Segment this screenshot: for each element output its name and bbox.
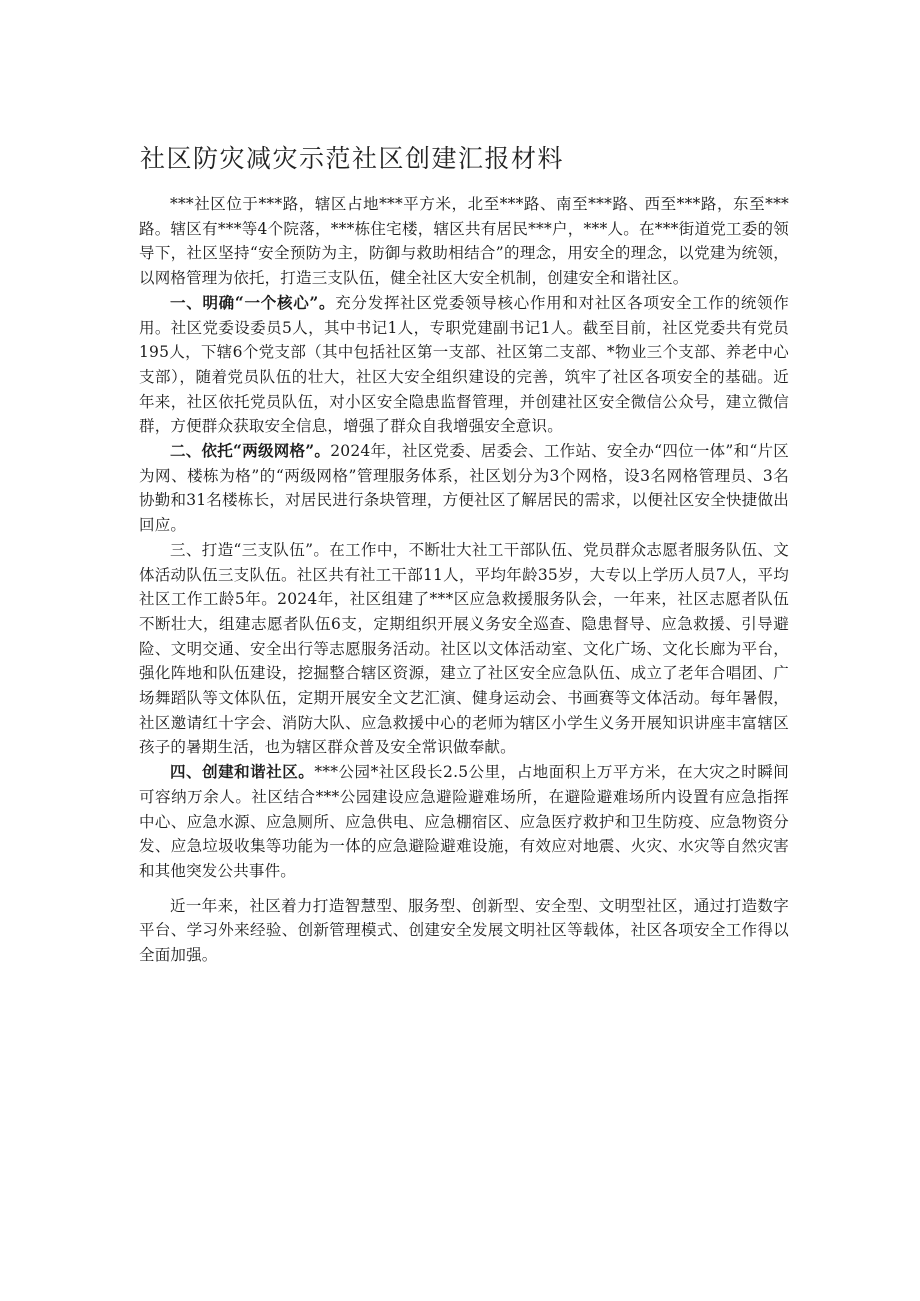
paragraph-text: ***公园*社区段长2.5公里，占地面积上万平方米，在大灾之时瞬间可容纳万余人。社区结合***公园建设应急避险避难场所，在避险避难场所内设置有应急指挥中心、应急水源、应急厕所、应急供电、应急棚宿区、应急医疗救护和卫生防疫、应急物资分发、应急垃圾收集等功能为一体的应急避险避难设施，有效应对地震、火灾、水灾等自然灾害和其他突发公共事件。 xyxy=(139,763,789,880)
paragraph-intro xyxy=(139,192,789,291)
paragraph-text: 在工作中，不断壮大社工干部队伍、党员群众志愿者服务队伍、文体活动队伍三支队伍。社区共有社工干部11人，平均年龄35岁，大专以上学历人员7人，平均社区工作工龄5年。2024年，社区组建了***区应急救援服务队会，一年来，社区志愿者队伍不断壮大，组建志愿者队伍6支，定期组织开展义务安全巡查、隐患督导、应急救援、引导避险、文明交通、安全出行等志愿服务活动。社区以文体活动室、文化广场、文化长廊为平台，强化阵地和队伍建设，挖掘整合辖区资源，建立了社区安全应急队伍、成立了老年合唱团、广场舞蹈队等文体队伍，定期开展安全文艺汇演、健身运动会、书画赛等文体活动。每年暑假，社区邀请红十字会、消防大队、应急救援中心的老师为辖区小学生义务开展知识讲座丰富辖区孩子的暑期生活，也为辖区群众普及安全常识做奉献。 xyxy=(139,540,789,757)
paragraph-section-1 xyxy=(139,291,789,439)
section-heading: 四、创建和谐社区。 xyxy=(170,762,315,782)
paragraph-section-4 xyxy=(139,760,789,884)
section-heading: 一、明确“一个核心”。 xyxy=(170,292,336,312)
paragraph-section-2 xyxy=(139,439,789,538)
paragraph-text: 2024年，社区党委、居委会、工作站、安全办“四位一体”和“片区为网、楼栋为格”的“两级网格”管理服务体系，社区划分为3个网格，设3名网格管理员、3名协勤和31名楼栋长，对居民进行条块管理，方便社区了解居民的需求，以便社区安全快捷做出回应。 xyxy=(139,442,789,535)
paragraph-text: 近一年来，社区着力打造智慧型、服务型、创新型、安全型、文明型社区，通过打造数字平台、学习外来经验、创新管理模式、创建安全发展文明社区等载体，社区各项安全工作得以全面加强。 xyxy=(139,896,789,965)
paragraph-text: ***社区位于***路，辖区占地***平方米，北至***路、南至***路、西至***路，东至***路。辖区有***等4个院落，***栋住宅楼，辖区共有居民***户，***人。在***街道党工委的领导下，社区坚持“安全预防为主，防御与救助相结合”的理念，用安全的理念，以党建为统领，以网格管理为依托，打造三支队伍，健全社区大安全机制，创建安全和谐社区。 xyxy=(139,195,789,288)
paragraph-conclusion xyxy=(139,894,789,968)
paragraph-text: 充分发挥社区党委领导核心作用和对社区各项安全工作的统领作用。社区党委设委员5人，其中书记1人，专职党建副书记1人。截至目前，社区党委共有党员195人，下辖6个党支部（其中包括社区第一支部、社区第二支部、*物业三个支部、养老中心支部），随着党员队伍的壮大，社区大安全组织建设的完善，筑牢了社区各项安全的基础。近年来，社区依托党员队伍，对小区安全隐患监督管理，并创建社区安全微信公众号，建立微信群，方便群众获取安全信息，增强了群众自我增强安全意识。 xyxy=(139,293,789,436)
document-body xyxy=(139,192,789,968)
section-heading: 三、打造“三支队伍”。 xyxy=(170,540,330,559)
document-title: 社区防灾减灾示范社区创建汇报材料 xyxy=(140,144,565,173)
section-heading: 二、依托“两级网格”。 xyxy=(170,441,331,461)
paragraph-section-3 xyxy=(139,538,789,760)
